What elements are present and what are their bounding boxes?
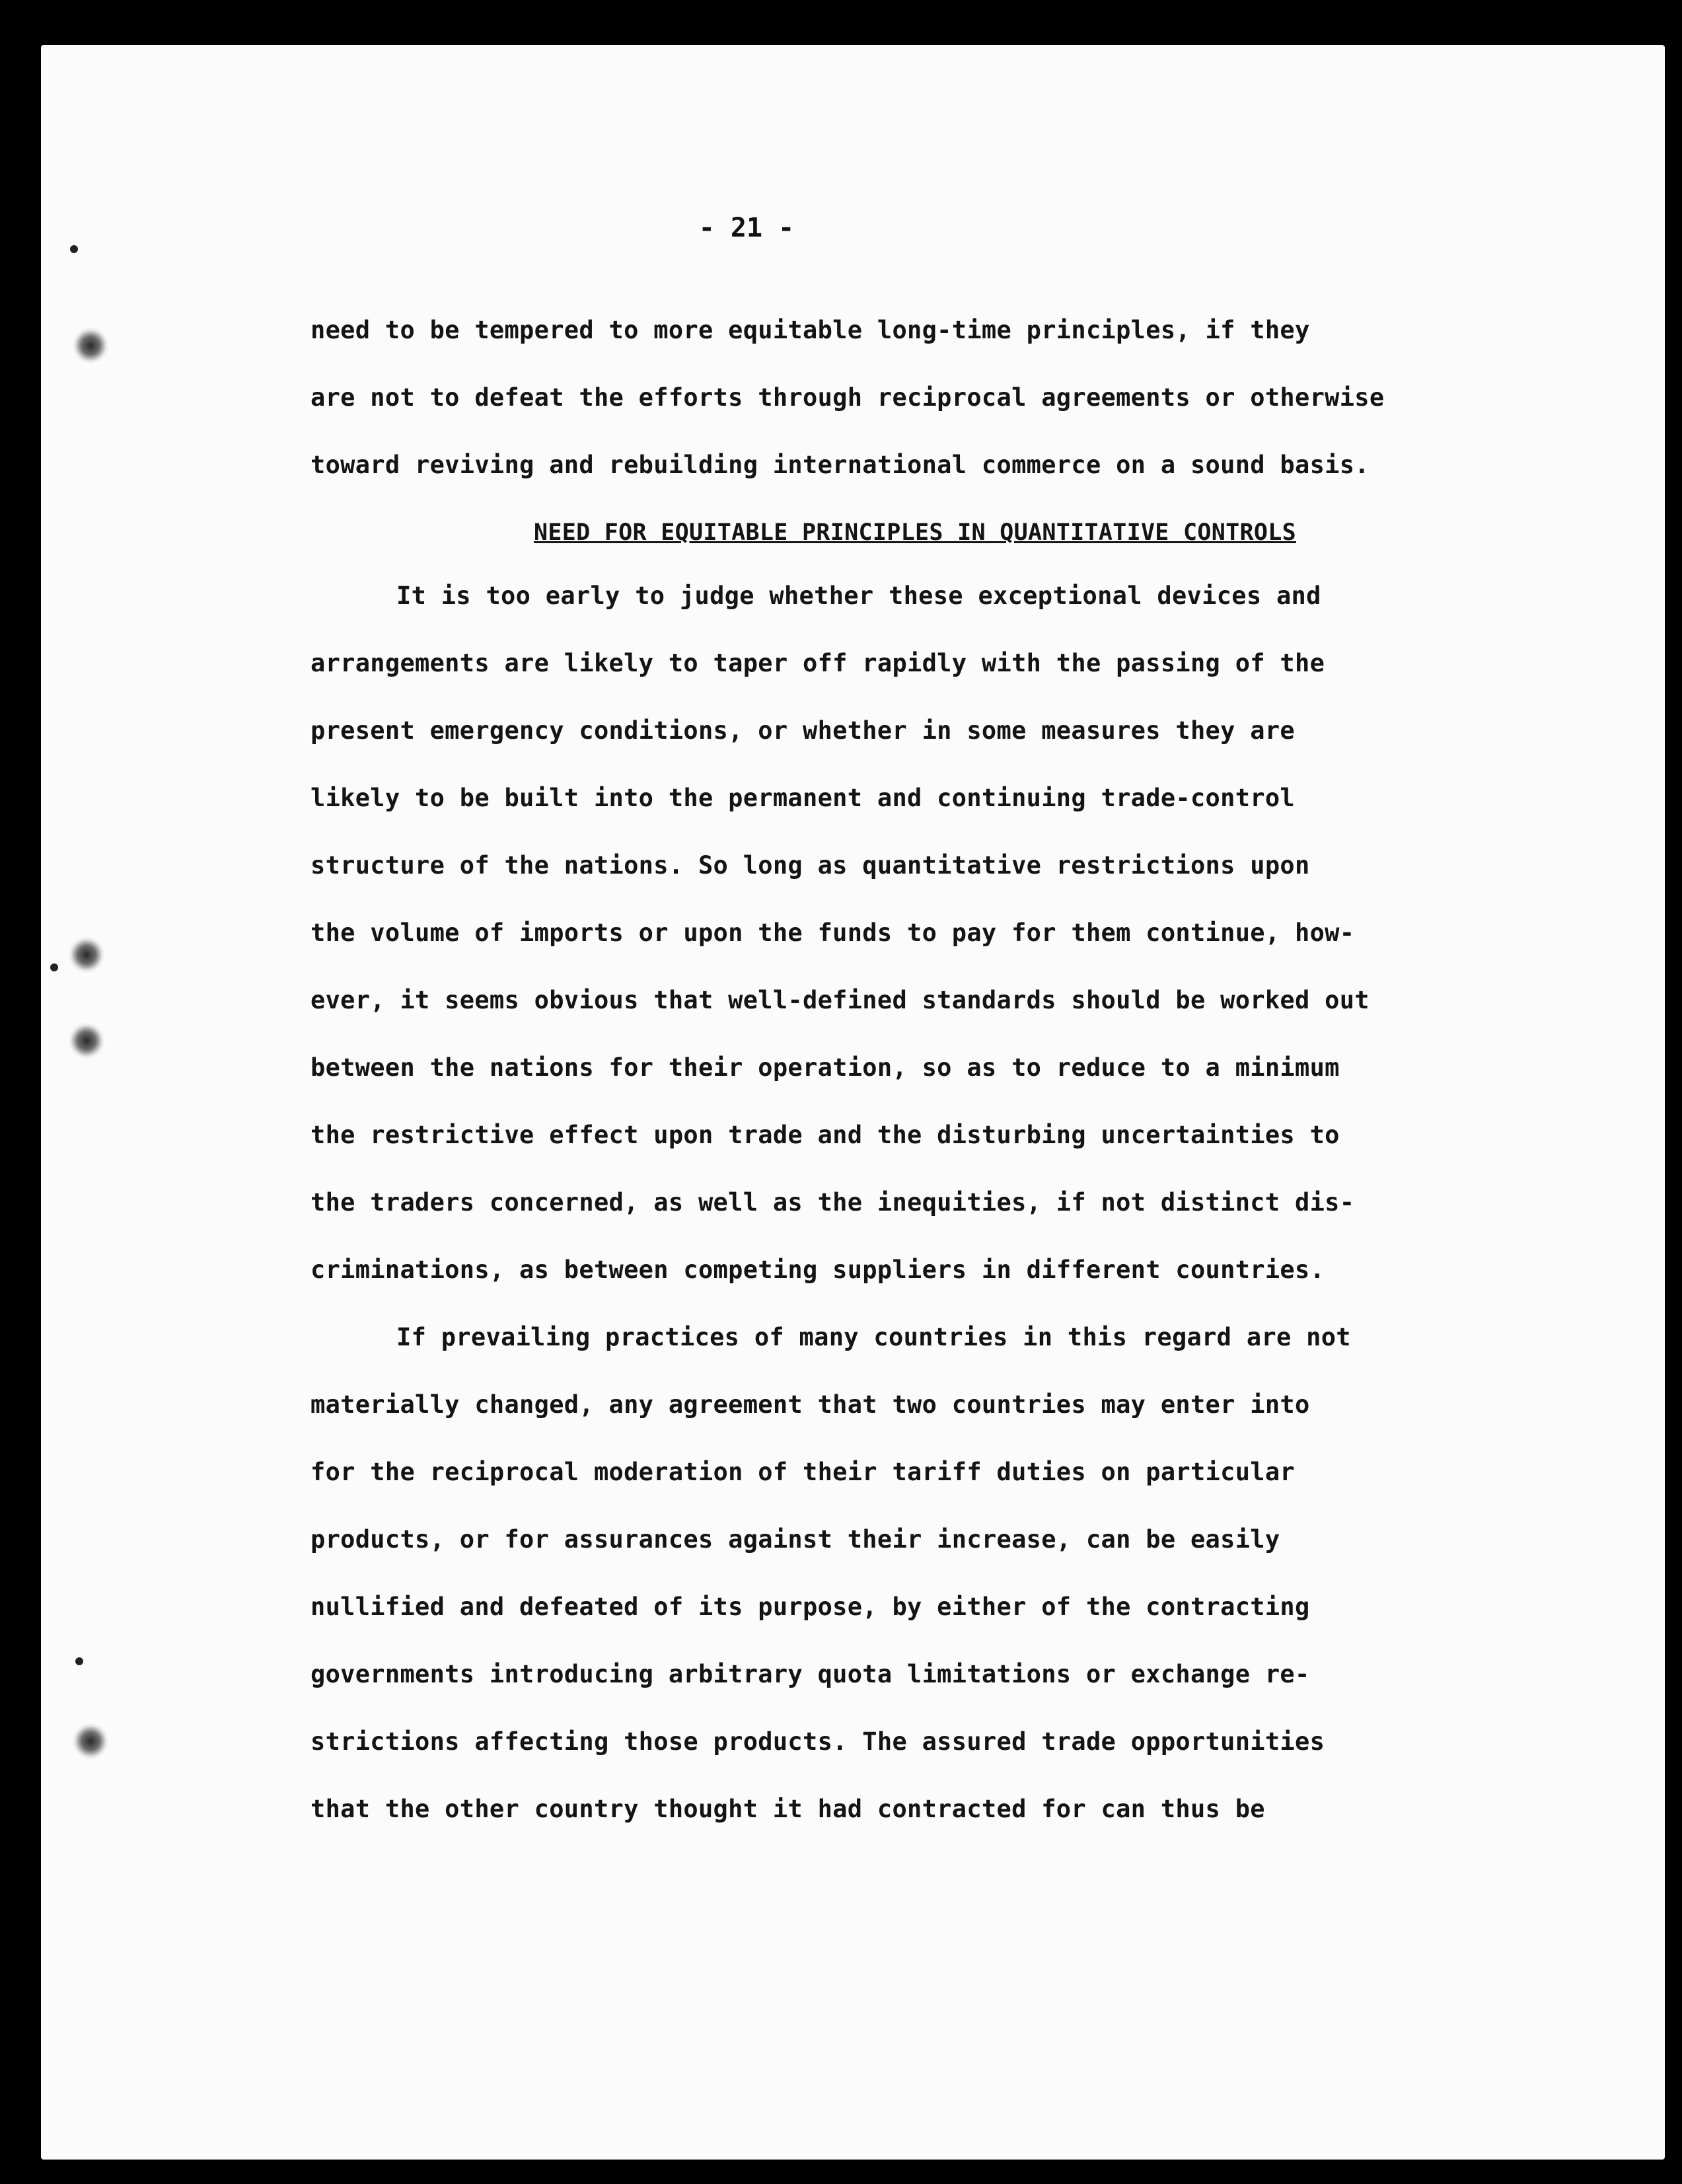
page-number: - 21 - — [698, 213, 795, 243]
text-line: need to be tempered to more equitable long-time principles, if they — [311, 316, 1310, 344]
text-line: are not to defeat the efforts through reciprocal agreements or otherwise — [311, 383, 1385, 412]
text-line: It is too early to judge whether these exceptional devices and — [396, 582, 1321, 610]
text-line: present emergency conditions, or whether in some measures they are — [311, 716, 1296, 745]
text-line: If prevailing practices of many countries in this regard are not — [396, 1323, 1351, 1351]
text-line: toward reviving and rebuilding international commerce on a sound basis. — [311, 451, 1370, 479]
text-line: strictions affecting those products. The assured trade opportunities — [311, 1727, 1325, 1756]
punch-mark-bottom — [75, 1657, 83, 1665]
body-text — [311, 311, 1519, 1857]
text-line: for the reciprocal moderation of their tariff duties on particular — [311, 1458, 1296, 1486]
text-line: likely to be built into the permanent and continuing trade-control — [311, 784, 1296, 812]
binder-hole-middle-lower — [69, 1023, 104, 1059]
text-line: arrangements are likely to taper off rapidly with the passing of the — [311, 649, 1325, 677]
text-line: between the nations for their operation, so as to reduce to a minimum — [311, 1053, 1340, 1082]
text-line: the traders concerned, as well as the inequities, if not distinct dis- — [311, 1188, 1355, 1217]
text-line: nullified and defeated of its purpose, by either of the contracting — [311, 1593, 1310, 1621]
punch-mark-top — [70, 245, 78, 253]
section-heading: NEED FOR EQUITABLE PRINCIPLES IN QUANTITATIVE CONTROLS — [533, 519, 1297, 546]
binder-hole-bottom — [73, 1723, 108, 1759]
text-line: criminations, as between competing suppliers in different countries. — [311, 1256, 1325, 1284]
text-line: ever, it seems obvious that well-defined standards should be worked out — [311, 986, 1370, 1014]
text-line: products, or for assurances against their increase, can be easily — [311, 1525, 1280, 1554]
punch-mark-middle — [50, 963, 58, 971]
binder-hole-top — [73, 328, 108, 363]
text-line: governments introducing arbitrary quota limitations or exchange re- — [311, 1660, 1310, 1688]
text-line: that the other country thought it had contracted for can thus be — [311, 1795, 1265, 1823]
text-line: structure of the nations. So long as quantitative restrictions upon — [311, 851, 1310, 880]
text-line: materially changed, any agreement that two countries may enter into — [311, 1390, 1310, 1419]
text-line: the restrictive effect upon trade and the disturbing uncertainties to — [311, 1121, 1340, 1149]
text-line: the volume of imports or upon the funds to pay for them continue, how- — [311, 919, 1355, 947]
binder-hole-middle-upper — [69, 937, 104, 973]
